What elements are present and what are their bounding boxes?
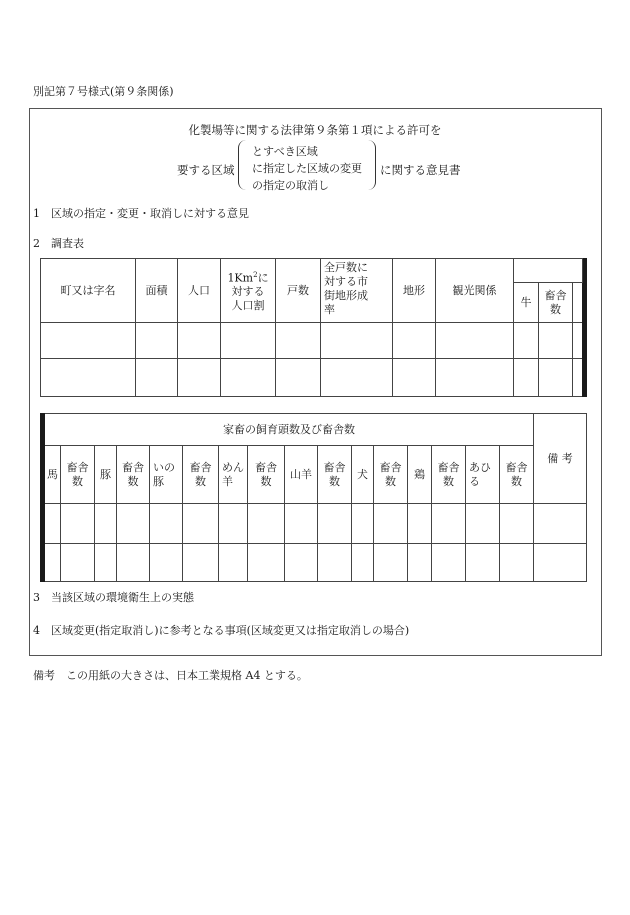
cell[interactable] xyxy=(41,323,136,359)
col-chicken-sheds: 畜舎 数 xyxy=(432,446,466,504)
header-blank xyxy=(573,283,583,323)
cell[interactable] xyxy=(178,323,221,359)
cell[interactable] xyxy=(61,544,95,582)
header-livestock-group xyxy=(514,259,583,283)
cell[interactable] xyxy=(318,544,352,582)
cell[interactable] xyxy=(178,359,221,397)
cell[interactable] xyxy=(374,504,408,544)
cell[interactable] xyxy=(318,504,352,544)
header-remarks: 備 考 xyxy=(534,414,587,504)
footnote: 備考 この用紙の大きさは、日本工業規格 A4 とする。 xyxy=(33,669,308,682)
cell[interactable] xyxy=(436,359,514,397)
section-4-heading: 4 区域変更(指定取消し)に参考となる事項(区域変更又は指定取消しの場合) xyxy=(33,624,410,637)
cell[interactable] xyxy=(221,359,276,397)
section-2-heading: 2 調査表 xyxy=(33,237,84,250)
survey-table xyxy=(40,258,587,397)
cell[interactable] xyxy=(393,359,436,397)
table-row xyxy=(41,544,587,582)
section-1-heading: 1 区域の指定・変更・取消しに対する意見 xyxy=(33,207,249,220)
form-label: 別記第７号様式(第９条関係) xyxy=(33,85,174,98)
table-row xyxy=(41,323,587,359)
header-area: 面積 xyxy=(136,259,178,323)
form-title-suffix: に関する意見書 xyxy=(380,163,461,177)
header-cattle-sheds: 畜舎 数 xyxy=(539,283,573,323)
col-duck: あひ る xyxy=(466,446,500,504)
cell[interactable] xyxy=(150,504,183,544)
col-pig-sheds: 畜舎 数 xyxy=(117,446,150,504)
cell[interactable] xyxy=(61,504,95,544)
col-horse: 馬 xyxy=(45,446,61,504)
cell[interactable] xyxy=(432,544,466,582)
cell[interactable] xyxy=(408,544,432,582)
cell[interactable] xyxy=(514,359,539,397)
cell[interactable] xyxy=(221,323,276,359)
col-chicken: 鶏 xyxy=(408,446,432,504)
cell[interactable] xyxy=(276,323,321,359)
cell[interactable] xyxy=(573,359,583,397)
cell[interactable] xyxy=(219,544,248,582)
table-row xyxy=(41,359,587,397)
cell[interactable] xyxy=(219,504,248,544)
header-town: 町又は字名 xyxy=(41,259,136,323)
cell[interactable] xyxy=(321,323,393,359)
cell[interactable] xyxy=(117,544,150,582)
option-designate: とすべき区域 xyxy=(252,145,318,158)
cell[interactable] xyxy=(466,544,500,582)
header-population: 人口 xyxy=(178,259,221,323)
cell[interactable] xyxy=(500,544,534,582)
col-wild-boar-sheds: 畜舎 数 xyxy=(183,446,219,504)
form-title-line1: 化製場等に関する法律第９条第１項による許可を xyxy=(188,123,442,137)
table-row xyxy=(41,504,587,544)
header-density: 1Km$^2$に 対する 人口割 xyxy=(221,259,276,323)
cell[interactable] xyxy=(539,323,573,359)
cell[interactable] xyxy=(276,359,321,397)
cell[interactable] xyxy=(45,544,61,582)
cell[interactable] xyxy=(393,323,436,359)
header-households: 戸数 xyxy=(276,259,321,323)
col-dog-sheds: 畜舎 数 xyxy=(374,446,408,504)
cell[interactable] xyxy=(95,504,117,544)
cell[interactable] xyxy=(95,544,117,582)
cell[interactable] xyxy=(500,504,534,544)
cell[interactable] xyxy=(374,544,408,582)
cell[interactable] xyxy=(432,504,466,544)
cell[interactable] xyxy=(136,359,178,397)
livestock-table xyxy=(40,413,587,582)
cell[interactable] xyxy=(183,504,219,544)
cell[interactable] xyxy=(534,544,587,582)
cell[interactable] xyxy=(285,504,318,544)
cell[interactable] xyxy=(573,323,583,359)
col-duck-sheds: 畜舎 数 xyxy=(500,446,534,504)
cell[interactable] xyxy=(285,544,318,582)
cell[interactable] xyxy=(534,504,587,544)
table-edge-bar xyxy=(583,259,587,397)
cell[interactable] xyxy=(321,359,393,397)
option-change: に指定した区域の変更 xyxy=(252,162,362,175)
header-tourism: 観光関係 xyxy=(436,259,514,323)
cell[interactable] xyxy=(136,323,178,359)
section-3-heading: 3 当該区域の環境衛生上の実態 xyxy=(33,591,194,604)
col-dog: 犬 xyxy=(352,446,374,504)
col-sheep-sheds: 畜舎 数 xyxy=(248,446,285,504)
cell[interactable] xyxy=(466,504,500,544)
col-horse-sheds: 畜舎 数 xyxy=(61,446,95,504)
cell[interactable] xyxy=(41,359,136,397)
cell[interactable] xyxy=(248,544,285,582)
col-sheep: めん 羊 xyxy=(219,446,248,504)
col-goat: 山羊 xyxy=(285,446,318,504)
header-cattle: 牛 xyxy=(514,283,539,323)
cell[interactable] xyxy=(514,323,539,359)
cell[interactable] xyxy=(248,504,285,544)
cell[interactable] xyxy=(352,504,374,544)
cell[interactable] xyxy=(117,504,150,544)
col-pig: 豚 xyxy=(95,446,117,504)
col-wild-boar: いの 豚 xyxy=(150,446,183,504)
col-goat-sheds: 畜舎 数 xyxy=(318,446,352,504)
cell[interactable] xyxy=(352,544,374,582)
cell[interactable] xyxy=(183,544,219,582)
cell[interactable] xyxy=(150,544,183,582)
form-title-prefix: 要する区域 xyxy=(177,163,235,177)
cell[interactable] xyxy=(436,323,514,359)
livestock-group-header: 家畜の飼育頭数及び畜舎数 xyxy=(45,414,534,446)
cell[interactable] xyxy=(408,504,432,544)
option-cancel: の指定の取消し xyxy=(252,179,329,192)
header-urban-ratio: 全戸数に 対する市 街地形成 率 xyxy=(321,259,393,323)
cell[interactable] xyxy=(45,504,61,544)
cell[interactable] xyxy=(539,359,573,397)
header-terrain: 地形 xyxy=(393,259,436,323)
